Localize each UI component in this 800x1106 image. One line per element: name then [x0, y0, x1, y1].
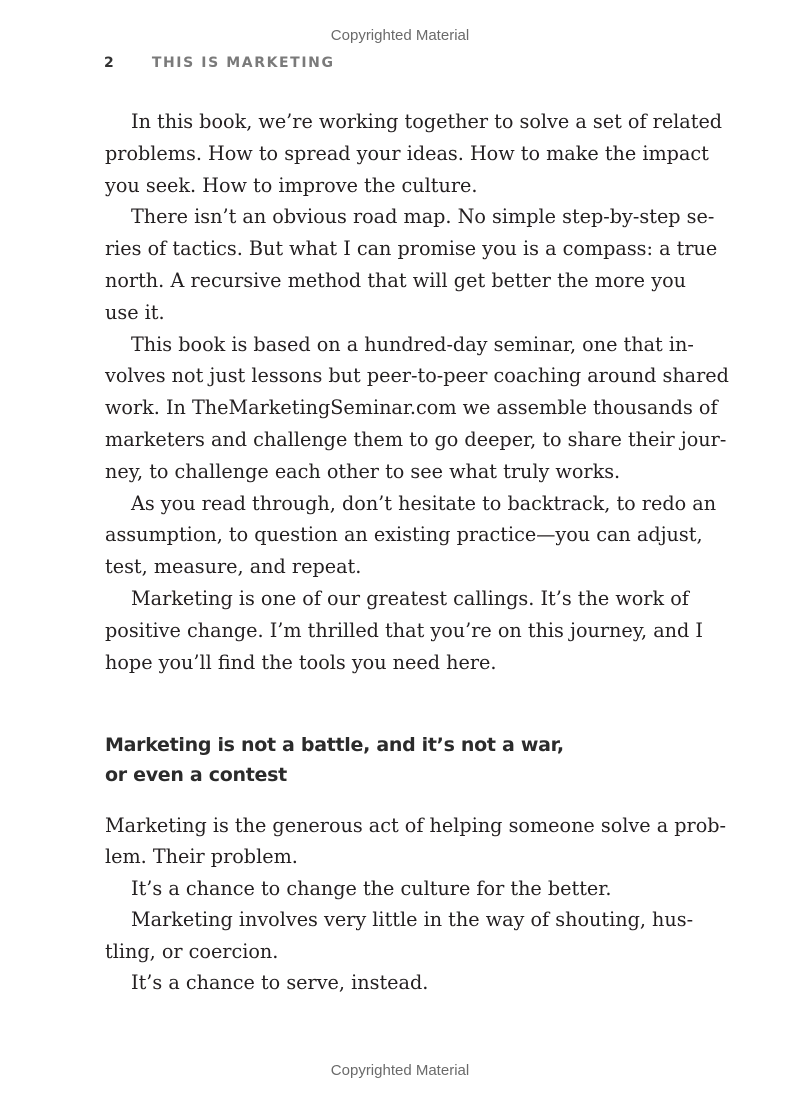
text-line: It’s a chance to change the culture for the better. [131, 876, 612, 900]
text-line: work. In TheMarketingSeminar.com we assemble thousands of [105, 396, 718, 420]
text-line: Marketing involves very little in the way of shouting, hus- [131, 908, 694, 932]
text-line: It’s a chance to serve, instead. [131, 971, 429, 995]
paragraph [105, 329, 729, 488]
text-line: problems. How to spread your ideas. How to make the impact [105, 141, 709, 165]
text-line: As you read through, don’t hesitate to backtrack, to redo an [131, 491, 717, 515]
text-line: marketers and challenge them to go deeper, to share their jour- [105, 427, 727, 451]
paragraph [105, 810, 727, 873]
text-line: ries of tactics. But what I can promise you is a compass: a true [105, 237, 718, 261]
text-line: north. A recursive method that will get better the more you [105, 268, 686, 292]
paragraph [105, 106, 723, 201]
text-line: use it. [105, 300, 165, 324]
copyright-watermark-top: Copyrighted Material [330, 27, 470, 44]
text-line: This book is based on a hundred-day seminar, one that in- [131, 332, 694, 356]
paragraph [105, 583, 703, 678]
heading-line: Marketing is not a battle, and it’s not a war, [105, 734, 564, 756]
text-line: tling, or coercion. [105, 939, 279, 963]
paragraph [105, 201, 718, 328]
text-line: Marketing is one of our greatest callings. It’s the work of [131, 586, 689, 610]
text-line: volves not just lessons but peer-to-peer coaching around shared [105, 364, 729, 388]
book-title: THIS IS MARKETING [151, 55, 335, 71]
body-text-section-2 [105, 810, 727, 998]
page-number: 2 [104, 55, 116, 71]
text-line: There isn’t an obvious road map. No simple step-by-step se- [131, 205, 715, 229]
text-line: test, measure, and repeat. [105, 555, 362, 579]
text-line: assumption, to question an existing practice—you can adjust, [105, 523, 703, 547]
copyright-watermark-bottom: Copyrighted Material [330, 1062, 470, 1079]
section-heading [105, 730, 564, 790]
body-text-section-1 [105, 106, 729, 678]
paragraph [105, 904, 694, 967]
paragraph [105, 873, 686, 904]
text-line: ney, to challenge each other to see what truly works. [105, 459, 621, 483]
text-line: lem. Their problem. [105, 845, 298, 869]
running-head [104, 55, 335, 71]
text-line: you seek. How to improve the culture. [105, 173, 478, 197]
paragraph [105, 488, 717, 583]
paragraph [105, 967, 686, 998]
text-line: hope you’ll find the tools you need here. [105, 650, 497, 674]
heading-line: or even a contest [105, 764, 287, 786]
text-line: Marketing is the generous act of helping someone solve a prob- [105, 814, 727, 837]
text-line: positive change. I’m thrilled that you’re on this journey, and I [105, 618, 703, 642]
text-line: In this book, we’re working together to solve a set of related [131, 110, 723, 133]
